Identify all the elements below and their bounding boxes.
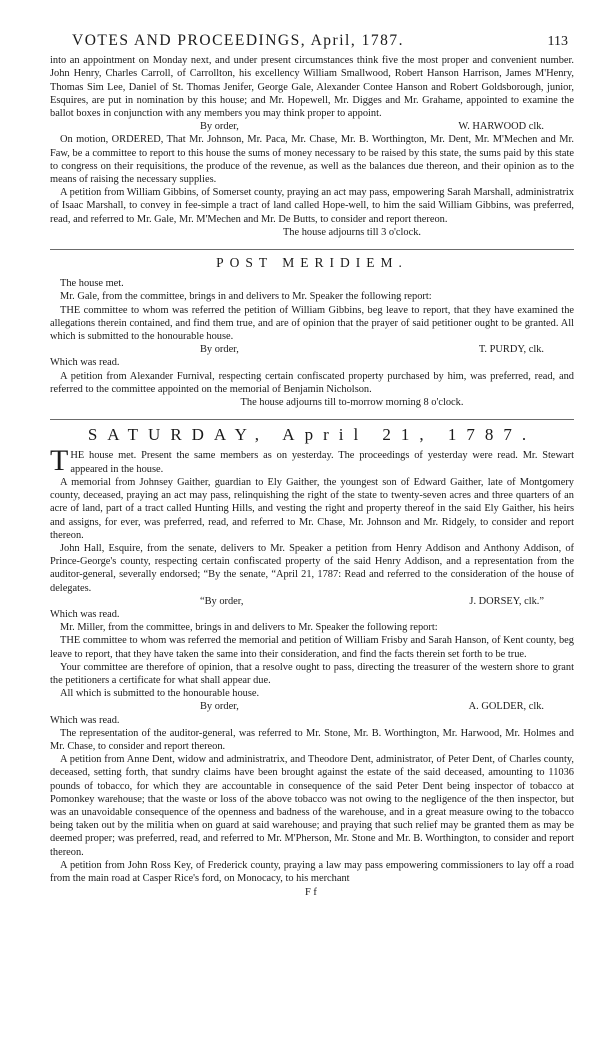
post-meridiem-heading: POST MERIDIEM. <box>216 255 408 271</box>
clerk-name: J. DORSEY, clk.” <box>469 595 544 607</box>
by-order-label: “By order, <box>200 595 244 607</box>
house-met-line: The house met. <box>60 278 124 290</box>
signature-dorsey <box>50 595 574 608</box>
clerk-name: A. GOLDER, clk. <box>468 701 544 713</box>
signature-golder <box>50 700 574 713</box>
by-order-label: By order, <box>200 121 239 133</box>
auditor-representation: The representation of the auditor-general, was referred to Mr. Stone, Mr. B. Worthington, Mr. Harwood, Mr. Holmes and Mr. Chase, to consider and report thereon. <box>50 727 574 752</box>
submitted-line: All which is submitted to the honourable house. <box>60 688 260 700</box>
adjourn-line: The house adjourns till 3 o'clock. <box>282 226 422 238</box>
printer-signature-mark: F f <box>305 887 317 899</box>
clerk-name: W. HARWOOD clk. <box>458 121 544 133</box>
by-order-label: By order, <box>200 344 239 356</box>
report-intro: Mr. Gale, from the committee, brings in and delivers to Mr. Speaker the following report: <box>60 291 432 303</box>
frisby-hanson-report: THE committee to whom was referred the memorial and petition of William Frisby and Sarah Hanson, of Kent county, beg leave to report, that they have taken the same into their consideration, and find the facts therein set forth to be true. <box>50 635 574 660</box>
key-petition: A petition from John Ross Key, of Frederick county, praying a law may pass empowering commissioners to lay off a road from the main road at Casper Rice's ford, on Monocacy, to his merchant <box>50 859 574 884</box>
resolve-paragraph: Your committee are therefore of opinion, that a resolve ought to pass, directing the treasurer of the western shore to grant the petitioners a certificate for what shall appear due. <box>50 661 574 686</box>
gaither-memorial: A memorial from Johnsey Gaither, guardian to Ely Gaither, the youngest son of Edward Gaither, late of Montgomery county, deceased, praying an act may pass, relinquishing the right of the state to twenty-seven acres and three quarters of an acre of land, part of a tract called Hunting Hills, and vesting the right and property thereof in the said Ely Gaither, his heirs and assigns, for ever, was preferred, read, and referred to Mr. Chase, Mr. Johnson and Mr. Ridgely, to consider and report thereon. <box>50 476 574 541</box>
adjourn-line: The house adjourns till to-morrow morning 8 o'clock. <box>240 397 464 409</box>
saturday-opening: THE house met. Present the same members as on yesterday. The proceedings of yesterday were read. Mr. Stewart appeared in the house. <box>50 444 574 478</box>
running-title: VOTES AND PROCEEDINGS, April, 1787. <box>72 32 404 49</box>
signature-harwood <box>50 120 574 133</box>
gibbins-report: THE committee to whom was referred the petition of William Gibbins, beg leave to report, that they have examined the allegations therein contained, and find them true, and are of opinion that the prayer of said petitioner ought to be granted. All which is submitted to the honourable house. <box>50 304 574 343</box>
miller-report-intro: Mr. Miller, from the committee, brings in and delivers to Mr. Speaker the following report: <box>60 622 438 634</box>
page-number: 113 <box>547 34 568 49</box>
signature-purdy <box>50 343 574 356</box>
clerk-name: T. PURDY, clk. <box>478 344 544 356</box>
gibbins-petition-paragraph: A petition from William Gibbins, of Somerset county, praying an act may pass, empowering Sarah Marshall, administratrix of Isaac Marshall, to convey in fee-simple a tract of land called Hope-well, to him the said William Gibbins, was preferred, read, and referred to Mr. Gale, Mr. M'Mechen and Mr. De Butts, to consider and report thereon. <box>50 187 574 225</box>
nomination-paragraph: into an appointment on Monday next, and under present circumstances think five the most proper and convenient number. John Henry, Charles Carroll, of Carrollton, his excellency William Smallwood, Robert Hanson Harrison, James M'Henry, Thomas Sim Lee, Daniel of St. Thomas Jenifer, George Gale, Alexander Contee Hanson and Robert Goldsborough, junior, Esquires, are put in nomination by this house; and Mr. Hopewell, Mr. Digges and Mr. Grahame, appointed to examine the ballot boxes in conjunction with any members you may think proper to appoint. <box>50 55 574 120</box>
by-order-label: By order, <box>200 701 239 713</box>
running-head <box>50 34 574 48</box>
saturday-heading: SATURDAY, April 21, 1787. <box>87 425 537 445</box>
section-divider <box>50 419 574 420</box>
motion-paragraph: On motion, ORDERED, That Mr. Johnson, Mr. Paca, Mr. Chase, Mr. B. Worthington, Mr. Dent, Mr. M'Mechen and Mr. Faw, be a committee to report to this house the sums of money necessary to be raised by this state, the sums paid by this state to congress on their requisitions, the produce of the revenue, as well as the balances due thereon, and their opinion as to the means of raising the necessary supplies. <box>50 134 574 186</box>
hall-senate-petition: John Hall, Esquire, from the senate, delivers to Mr. Speaker a petition from Henry Addison and Anthony Addison, of Prince-George's county, respecting certain confiscated property of the said Henry Addison, and a representation from the auditor-general, severally endorsed; “By the senate, “April 21, 1787: Read and referred to the consideration of the house of delegates. <box>50 542 574 594</box>
which-was-read: Which was read. <box>50 357 120 369</box>
section-divider <box>50 249 574 250</box>
furnival-petition: A petition from Alexander Furnival, respecting certain confiscated property purchased by him, was preferred, read, and referred to the committee appointed on the memorial of Benjamin Nicholson. <box>50 370 574 395</box>
which-was-read: Which was read. <box>50 714 120 726</box>
which-was-read: Which was read. <box>50 608 120 620</box>
dent-petition: A petition from Anne Dent, widow and administratrix, and Theodore Dent, administrator, of Peter Dent, of Charles county, deceased, setting forth, that sundry claims have been brought against the estate of the said deceased, amounting to 11036 pounds of tobacco, for which they are accountable in consequence of the said Peter Dent being inspector of tobacco at Pomonkey warehouse; that the waste or loss of the above tobacco was not owing to the negligence of the then inspector, but was an unavoidable consequence of the openness and badness of the warehouse, and in a great measure owing to the tobacco being taken out by the militia when on guard at said warehouse; and praying that such relief may be granted them as may be deemed proper; was preferred, read, and referred to Mr. M'Pherson, Mr. Stone and Mr. B. Worthington, to consider and report thereon. <box>50 754 574 858</box>
